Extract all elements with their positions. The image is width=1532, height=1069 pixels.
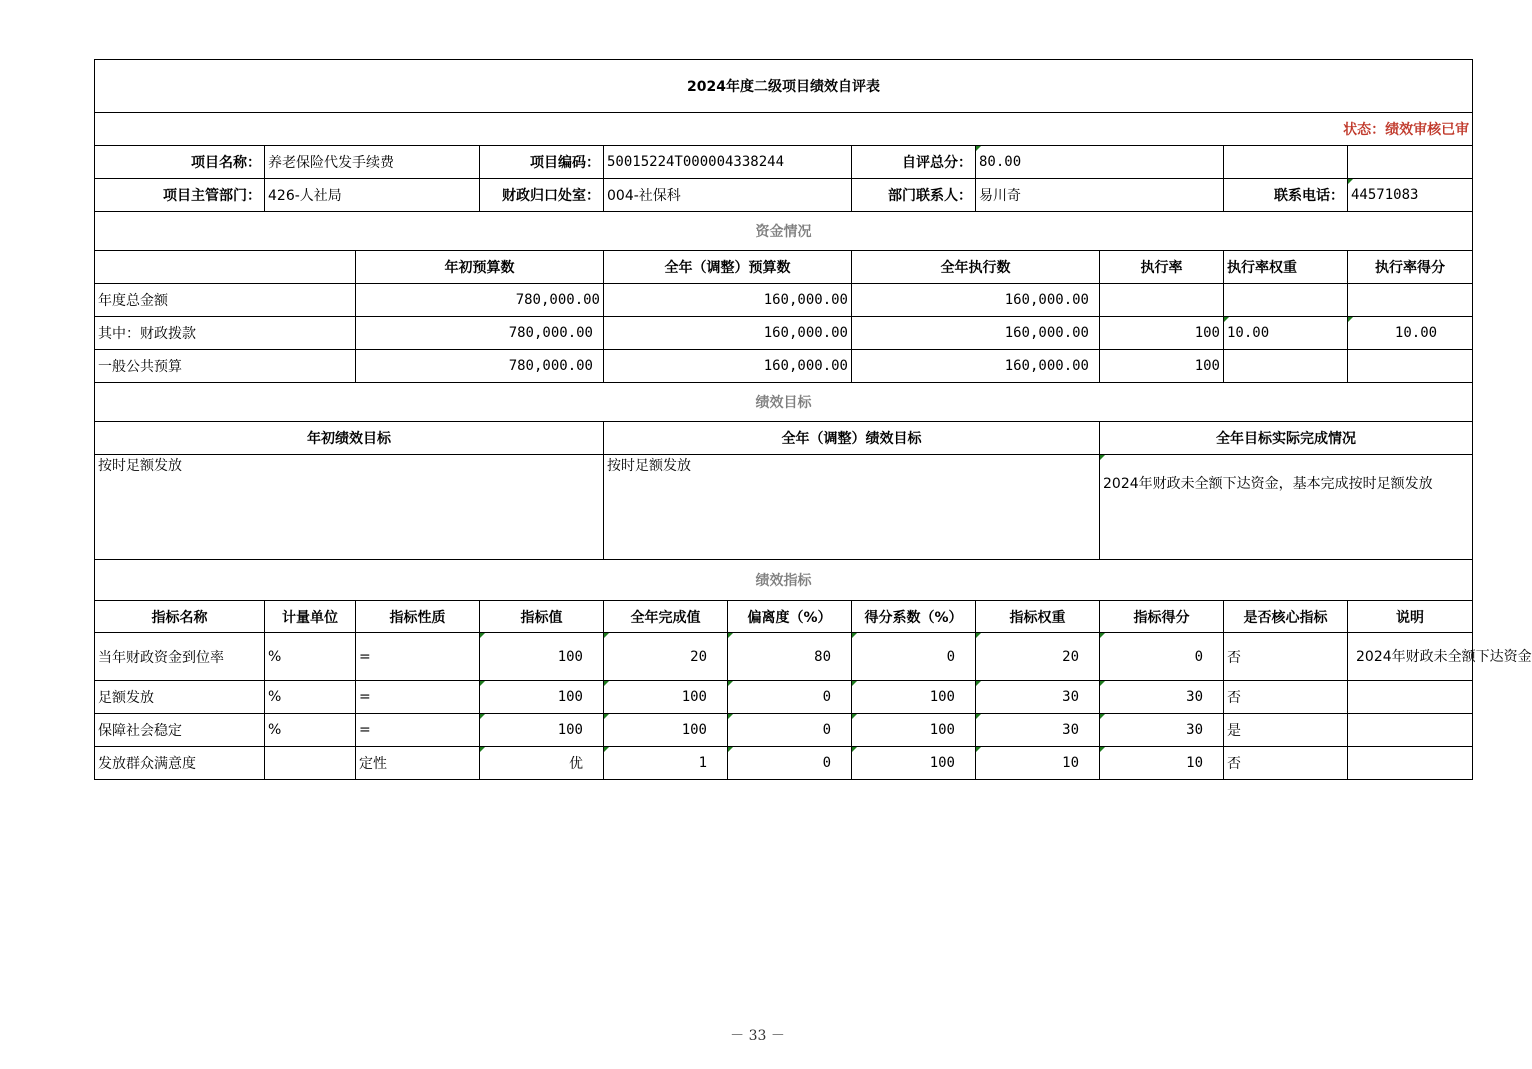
funds-cell: 780,000.00 [356, 317, 604, 350]
funds-header: 执行率 [1100, 251, 1224, 284]
indicator-completed: 1 [604, 747, 728, 780]
indicator-header: 指标权重 [976, 601, 1100, 633]
table-row [95, 317, 1473, 350]
goals-header: 全年（调整）绩效目标 [604, 422, 1100, 455]
project-name-value: 养老保险代发手续费 [265, 146, 480, 179]
funds-header: 全年执行数 [852, 251, 1100, 284]
indicator-score: 0 [1100, 633, 1224, 681]
indicator-deviation: 80 [728, 633, 852, 681]
info-row-2 [95, 179, 1473, 212]
page-title: 2024年度二级项目绩效自评表 [95, 60, 1473, 113]
page-number: － 33 － [730, 1028, 785, 1044]
indicator-header: 计量单位 [265, 601, 356, 633]
goals-header: 全年目标实际完成情况 [1100, 422, 1473, 455]
funds-cell: 10.00 [1348, 317, 1473, 350]
total-score-label: 自评总分： [852, 146, 976, 179]
indicator-coefficient: 0 [852, 633, 976, 681]
dept-value: 426-人社局 [265, 179, 480, 212]
dept-label: 项目主管部门： [95, 179, 265, 212]
performance-evaluation-table [94, 59, 1532, 780]
project-name-label: 项目名称： [95, 146, 265, 179]
funds-section-title: 资金情况 [95, 212, 1473, 251]
indicator-completed: 100 [604, 714, 728, 747]
total-score-value: 80.00 [976, 146, 1224, 179]
indicator-header: 全年完成值 [604, 601, 728, 633]
indicator-core: 否 [1224, 633, 1348, 681]
funds-cell: 160,000.00 [604, 350, 852, 383]
indicator-completed: 20 [604, 633, 728, 681]
funds-header [95, 251, 356, 284]
funds-cell [1348, 284, 1473, 317]
indicator-value: 优 [480, 747, 604, 780]
indicator-unit [265, 747, 356, 780]
indicator-value: 100 [480, 633, 604, 681]
initial-goal: 按时足额发放 [95, 455, 604, 560]
indicator-coefficient: 100 [852, 681, 976, 714]
adjusted-goal: 按时足额发放 [604, 455, 1100, 560]
indicator-header: 指标得分 [1100, 601, 1224, 633]
funds-header: 执行率权重 [1224, 251, 1348, 284]
funds-cell [1348, 350, 1473, 383]
table-row [95, 633, 1473, 681]
indicator-header: 指标名称 [95, 601, 265, 633]
indicator-nature: 定性 [356, 747, 480, 780]
indicators-header-row [95, 601, 1473, 633]
indicator-header: 得分系数（%） [852, 601, 976, 633]
indicator-header: 说明 [1348, 601, 1473, 633]
indicator-note [1348, 681, 1473, 714]
empty-cell [1348, 146, 1473, 179]
indicator-unit: % [265, 714, 356, 747]
table-row [95, 350, 1473, 383]
finance-value: 004-社保科 [604, 179, 852, 212]
indicator-name: 足额发放 [95, 681, 265, 714]
funds-header-row [95, 251, 1473, 284]
funds-cell: 160,000.00 [852, 350, 1100, 383]
indicator-score: 30 [1100, 681, 1224, 714]
funds-cell: 其中：财政拨款 [95, 317, 356, 350]
info-row-1 [95, 146, 1473, 179]
indicator-header: 偏离度（%） [728, 601, 852, 633]
indicator-name: 当年财政资金到位率 [95, 633, 265, 681]
phone-value: 44571083 [1348, 179, 1473, 212]
indicator-unit: % [265, 633, 356, 681]
indicator-weight: 20 [976, 633, 1100, 681]
indicator-header: 指标值 [480, 601, 604, 633]
funds-cell: 160,000.00 [852, 317, 1100, 350]
indicator-note: 2024年财政未全额下达资金 [1348, 633, 1473, 681]
table-row [95, 284, 1473, 317]
funds-header: 全年（调整）预算数 [604, 251, 852, 284]
indicator-weight: 30 [976, 714, 1100, 747]
indicator-deviation: 0 [728, 681, 852, 714]
funds-cell: 10.00 [1224, 317, 1348, 350]
indicator-name: 保障社会稳定 [95, 714, 265, 747]
indicator-weight: 10 [976, 747, 1100, 780]
indicator-nature: = [356, 681, 480, 714]
indicator-completed: 100 [604, 681, 728, 714]
funds-cell: 160,000.00 [852, 284, 1100, 317]
empty-cell [1224, 146, 1348, 179]
indicator-nature: = [356, 714, 480, 747]
goals-header: 年初绩效目标 [95, 422, 604, 455]
status-label: 状态：绩效审核已审 [95, 113, 1473, 146]
actual-completion: 2024年财政未全额下达资金，基本完成按时足额发放 [1100, 455, 1473, 560]
funds-cell: 780,000.00 [356, 284, 604, 317]
indicator-name: 发放群众满意度 [95, 747, 265, 780]
indicator-core: 是 [1224, 714, 1348, 747]
table-row [95, 681, 1473, 714]
funds-cell: 160,000.00 [604, 284, 852, 317]
indicator-coefficient: 100 [852, 747, 976, 780]
indicator-score: 30 [1100, 714, 1224, 747]
funds-cell: 100 [1100, 317, 1224, 350]
indicator-coefficient: 100 [852, 714, 976, 747]
indicator-core: 否 [1224, 681, 1348, 714]
indicator-note [1348, 747, 1473, 780]
goals-row [95, 455, 1473, 560]
indicator-value: 100 [480, 714, 604, 747]
project-code-label: 项目编码： [480, 146, 604, 179]
goals-header-row [95, 422, 1473, 455]
indicator-header: 指标性质 [356, 601, 480, 633]
indicator-header: 是否核心指标 [1224, 601, 1348, 633]
funds-cell [1224, 284, 1348, 317]
indicator-unit: % [265, 681, 356, 714]
indicator-deviation: 0 [728, 747, 852, 780]
funds-cell [1100, 284, 1224, 317]
indicator-core: 否 [1224, 747, 1348, 780]
funds-header: 执行率得分 [1348, 251, 1473, 284]
table-row [95, 747, 1473, 780]
funds-cell: 一般公共预算 [95, 350, 356, 383]
funds-cell: 160,000.00 [604, 317, 852, 350]
goals-section-title: 绩效目标 [95, 383, 1473, 422]
funds-cell [1224, 350, 1348, 383]
contact-value: 易川奇 [976, 179, 1224, 212]
contact-label: 部门联系人： [852, 179, 976, 212]
indicators-section-title: 绩效指标 [95, 560, 1473, 601]
indicator-score: 10 [1100, 747, 1224, 780]
funds-cell: 780,000.00 [356, 350, 604, 383]
project-code-value: 50015224T000004338244 [604, 146, 852, 179]
funds-header: 年初预算数 [356, 251, 604, 284]
funds-cell: 年度总金额 [95, 284, 356, 317]
indicator-note [1348, 714, 1473, 747]
finance-label: 财政归口处室： [480, 179, 604, 212]
phone-label: 联系电话： [1224, 179, 1348, 212]
indicator-value: 100 [480, 681, 604, 714]
funds-cell: 100 [1100, 350, 1224, 383]
indicator-deviation: 0 [728, 714, 852, 747]
table-row [95, 714, 1473, 747]
indicator-weight: 30 [976, 681, 1100, 714]
indicator-nature: = [356, 633, 480, 681]
